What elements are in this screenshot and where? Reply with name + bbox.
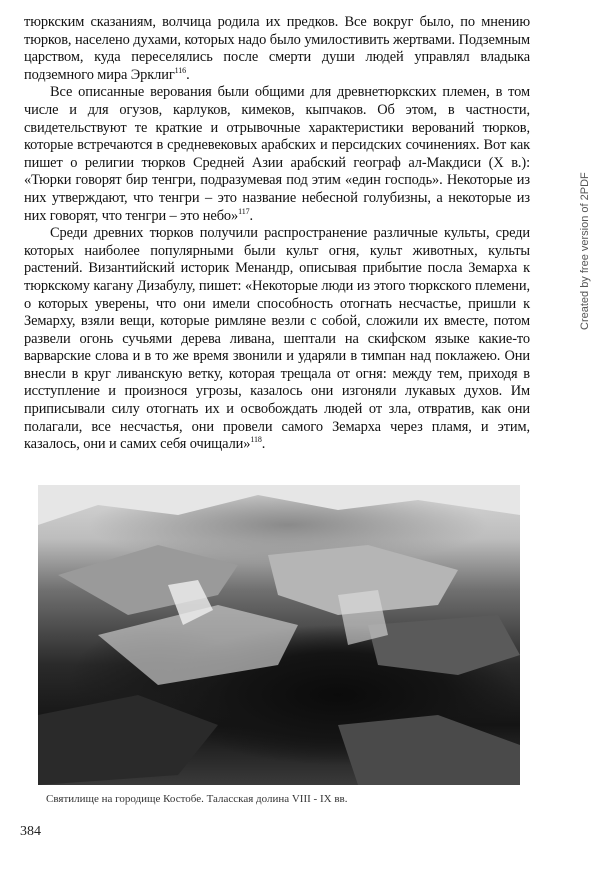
footnote-ref: 118 [250,435,262,445]
watermark: Created by free version of 2PDF [579,172,591,330]
photo-texture [38,485,520,785]
footnote-ref: 116 [174,65,187,75]
body-text [24,14,530,454]
paragraph-2: Все описанные верования были общими для древнетюркских племен, в том числе и для огузов, карлуков, кимеков, кыпчаков. Об этом, в частности, свидетельствуют те краткие и отрывочные характеристики верований тюрков, которые встречаются в средневековых арабских и персидских сочинениях. Вот как пишет о религии тюрков Средней Азии арабский географ ал-Макдиси (X в.): «Тюрки говорят бир тенгри, подразумевая под этим «един господь». Некоторые из них утверждают, что тенгри – это название небесной голубизны, а некоторые из них говорят, что тенгри – это небо»$^{117}$. [24,84,530,224]
paragraph-3: Среди древних тюрков получили распространение различные культы, среди которых наиболее популярными были культ огня, культ животных, культы растений. Византийский историк Менандр, описывая прибытие посла Земарха к тюркскому кагану Дизабулу, пишет: «Некоторые люди из этого тюркского племени, о которых уверены, что они имели способность отогнать несчастье, пришли к Земарху, взяли вещи, которые римляне везли с собой, сложили их вместе, потом развели огонь сучьями дерева ливана, шептали на скифском языке какие-то варварские слова и в то же время звонили и ударяли в тимпан над поклажею. Они внесли в круг ливанскую ветку, которая трещала от огня: между тем, приходя в исступление и произнося угрозы, казалось они изгоняли лукавых духов. Им приписывали силу отогнать их и освобождать людей от зла, отвратив, как они полагали, все несчастья, они провели самого Земарха через пламя, и этим, казалось, они и самих себя очищали»$^{118}$. [24,225,530,453]
footnote-ref: 117 [238,206,250,216]
paragraph-1: тюркским сказаниям, волчица родила их предков. Все вокруг было, по мнению тюрков, населено духами, которых надо было умилостивить жертвами. Подземным царством, куда переселялись после смерти души людей управлял владыка подземного мира Эрклиг$^{116}$. [24,14,530,83]
page-number: 384 [20,824,41,839]
sanctuary-photo [38,485,520,785]
figure-caption: Святилище на городище Костобе. Таласская долина VIII - IX вв. [46,793,348,805]
